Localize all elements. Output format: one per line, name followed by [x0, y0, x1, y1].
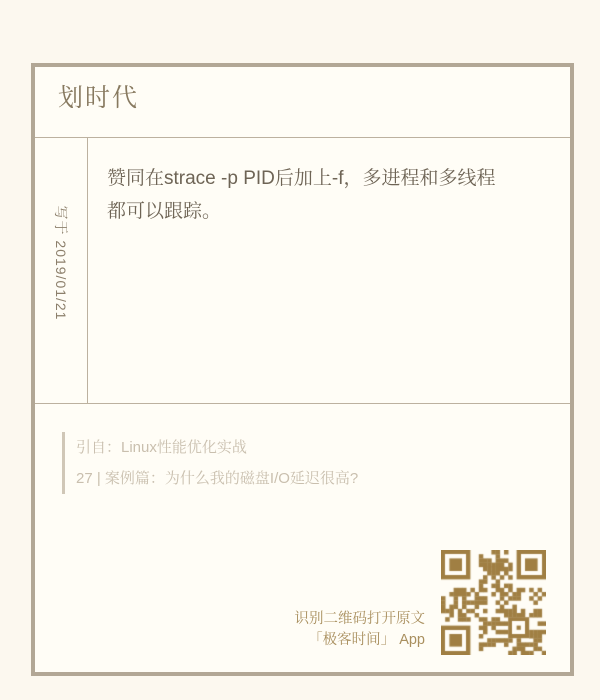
bottom-row — [62, 550, 546, 655]
page-title: 划时代 — [58, 84, 140, 112]
quote-line: 赞同在strace -p PID后加上-f，多进程和多线程 — [107, 168, 496, 189]
citation-chapter: 27 | 案例篇：为什么我的磁盘I/O延迟很高? — [76, 470, 359, 487]
quote-section — [35, 138, 570, 404]
quote-text — [88, 138, 570, 403]
citation-source: 引自：Linux性能优化实战 — [76, 439, 247, 456]
app-name-line: 「极客时间」 App — [308, 632, 425, 648]
card-header — [35, 67, 570, 138]
scan-hint-text — [295, 609, 426, 651]
scan-hint-line: 识别二维码打开原文 — [294, 611, 425, 627]
written-date: 写于 2019/01/21 — [53, 205, 69, 321]
quote-card — [31, 63, 574, 676]
quote-line: 都可以跟踪。 — [107, 201, 222, 222]
qr-code — [441, 550, 546, 655]
citation-block — [62, 432, 546, 494]
card-footer — [35, 404, 570, 672]
date-column — [35, 138, 88, 403]
